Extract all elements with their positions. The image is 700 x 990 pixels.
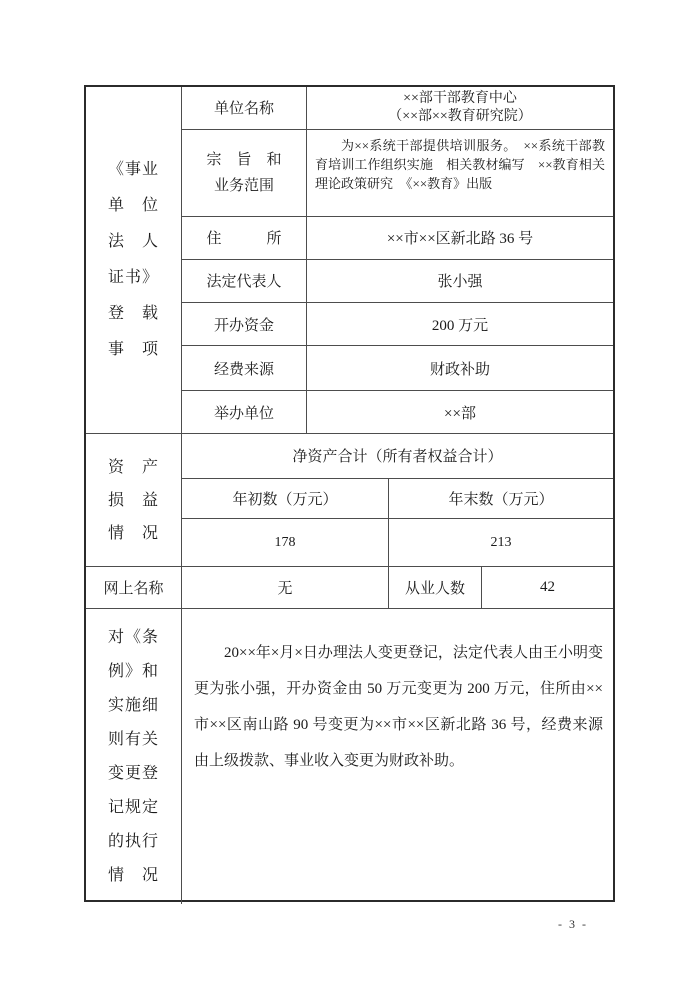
- begin-year-value: 178: [182, 519, 389, 566]
- table-row-sponsor: [182, 391, 613, 433]
- certificate-section-side-label: [86, 87, 182, 433]
- mission-value: [307, 130, 613, 216]
- side-label-line: 的执行: [107, 832, 159, 850]
- side-label-line: 情 况: [107, 866, 159, 884]
- certificate-items-section: [86, 87, 613, 434]
- side-label-line: 法 人: [107, 233, 159, 250]
- legal-rep-label: 法定代表人: [182, 260, 307, 303]
- side-label-line: 例》和: [107, 662, 159, 680]
- address-label: 住 所: [182, 217, 307, 259]
- unit-name-value: [307, 87, 613, 129]
- capital-label: 开办资金: [182, 303, 307, 345]
- mission-value-text: 为××系统干部提供培训服务。 ××系统干部教育培训工作组织实施 相关教材编写 ××教育相关理论政策研究 《××教育》出版: [315, 137, 605, 191]
- registration-form-table: [84, 85, 615, 902]
- funding-value: 财政补助: [429, 361, 490, 378]
- mission-label-line1: 宗 旨 和: [206, 151, 282, 168]
- end-year-header: 年末数（万元）: [448, 492, 554, 509]
- table-row-address: [182, 217, 613, 260]
- compliance-section: [86, 609, 613, 904]
- table-row-net-assets-header: [182, 434, 613, 479]
- unit-name-value-line2: （××部××教育研究院）: [388, 108, 532, 124]
- side-label-line: 事 项: [107, 341, 159, 358]
- table-row-capital: [182, 303, 613, 346]
- side-label-line: 则有关: [107, 730, 159, 748]
- side-label-line: 单 位: [107, 197, 159, 214]
- side-label-line: 登 载: [107, 305, 159, 322]
- begin-year-header: 年初数（万元）: [182, 479, 389, 519]
- side-label-line: 情 况: [107, 524, 159, 542]
- compliance-section-side-label: [86, 609, 182, 904]
- side-label-line: 损 益: [107, 491, 159, 509]
- table-row-legal-rep: [182, 260, 613, 304]
- certificate-rows: [182, 87, 613, 433]
- sponsor-value: ××部: [444, 405, 476, 422]
- capital-value: 200 万元: [431, 317, 489, 334]
- side-label-line: 对《条: [107, 628, 159, 646]
- online-name-row: [86, 567, 613, 609]
- compliance-paragraph-cell: [182, 609, 613, 904]
- funding-label: 经费来源: [182, 346, 307, 390]
- sponsor-label: 举办单位: [182, 391, 307, 433]
- address-value: ××市××区新北路 36 号: [386, 231, 534, 248]
- table-row-unit-name: [182, 87, 613, 130]
- compliance-paragraph: 20××年×月×日办理法人变更登记，法定代表人由王小明变更为张小强，开办资金由 50 万元变更为 200 万元，住所由××市××区南山路 90 号变更为××市××区新北路 36 号，经费来源由上级拨款、事业收入变更为财政补助。: [194, 645, 603, 769]
- table-row-mission: [182, 130, 613, 217]
- assets-section: [86, 434, 613, 567]
- table-row-year-headers: [182, 479, 613, 520]
- online-name-value: 无: [182, 567, 389, 608]
- assets-section-side-label: [86, 434, 182, 566]
- mission-label: [182, 130, 307, 216]
- assets-rows: [182, 434, 613, 566]
- unit-name-label: 单位名称: [182, 87, 307, 129]
- side-label-line: 《事业: [107, 161, 159, 178]
- staff-count-value: 42: [540, 579, 555, 595]
- staff-count-label: 从业人数: [389, 567, 482, 608]
- side-label-line: 变更登: [107, 764, 159, 782]
- online-name-label: 网上名称: [86, 567, 182, 608]
- table-row-funding: [182, 346, 613, 391]
- mission-label-line2: 业务范围: [213, 177, 274, 194]
- legal-rep-value: 张小强: [437, 274, 483, 291]
- side-label-line: 记规定: [107, 798, 159, 816]
- side-label-line: 资 产: [107, 458, 159, 476]
- end-year-value: 213: [490, 534, 512, 550]
- side-label-line: 实施细: [107, 696, 159, 714]
- unit-name-value-line1: ××部干部教育中心: [403, 90, 517, 106]
- table-row-year-values: [182, 519, 613, 566]
- side-label-line: 证书》: [107, 269, 159, 286]
- net-assets-header: 净资产合计（所有者权益合计）: [292, 449, 503, 466]
- page-number: - 3 -: [558, 917, 588, 931]
